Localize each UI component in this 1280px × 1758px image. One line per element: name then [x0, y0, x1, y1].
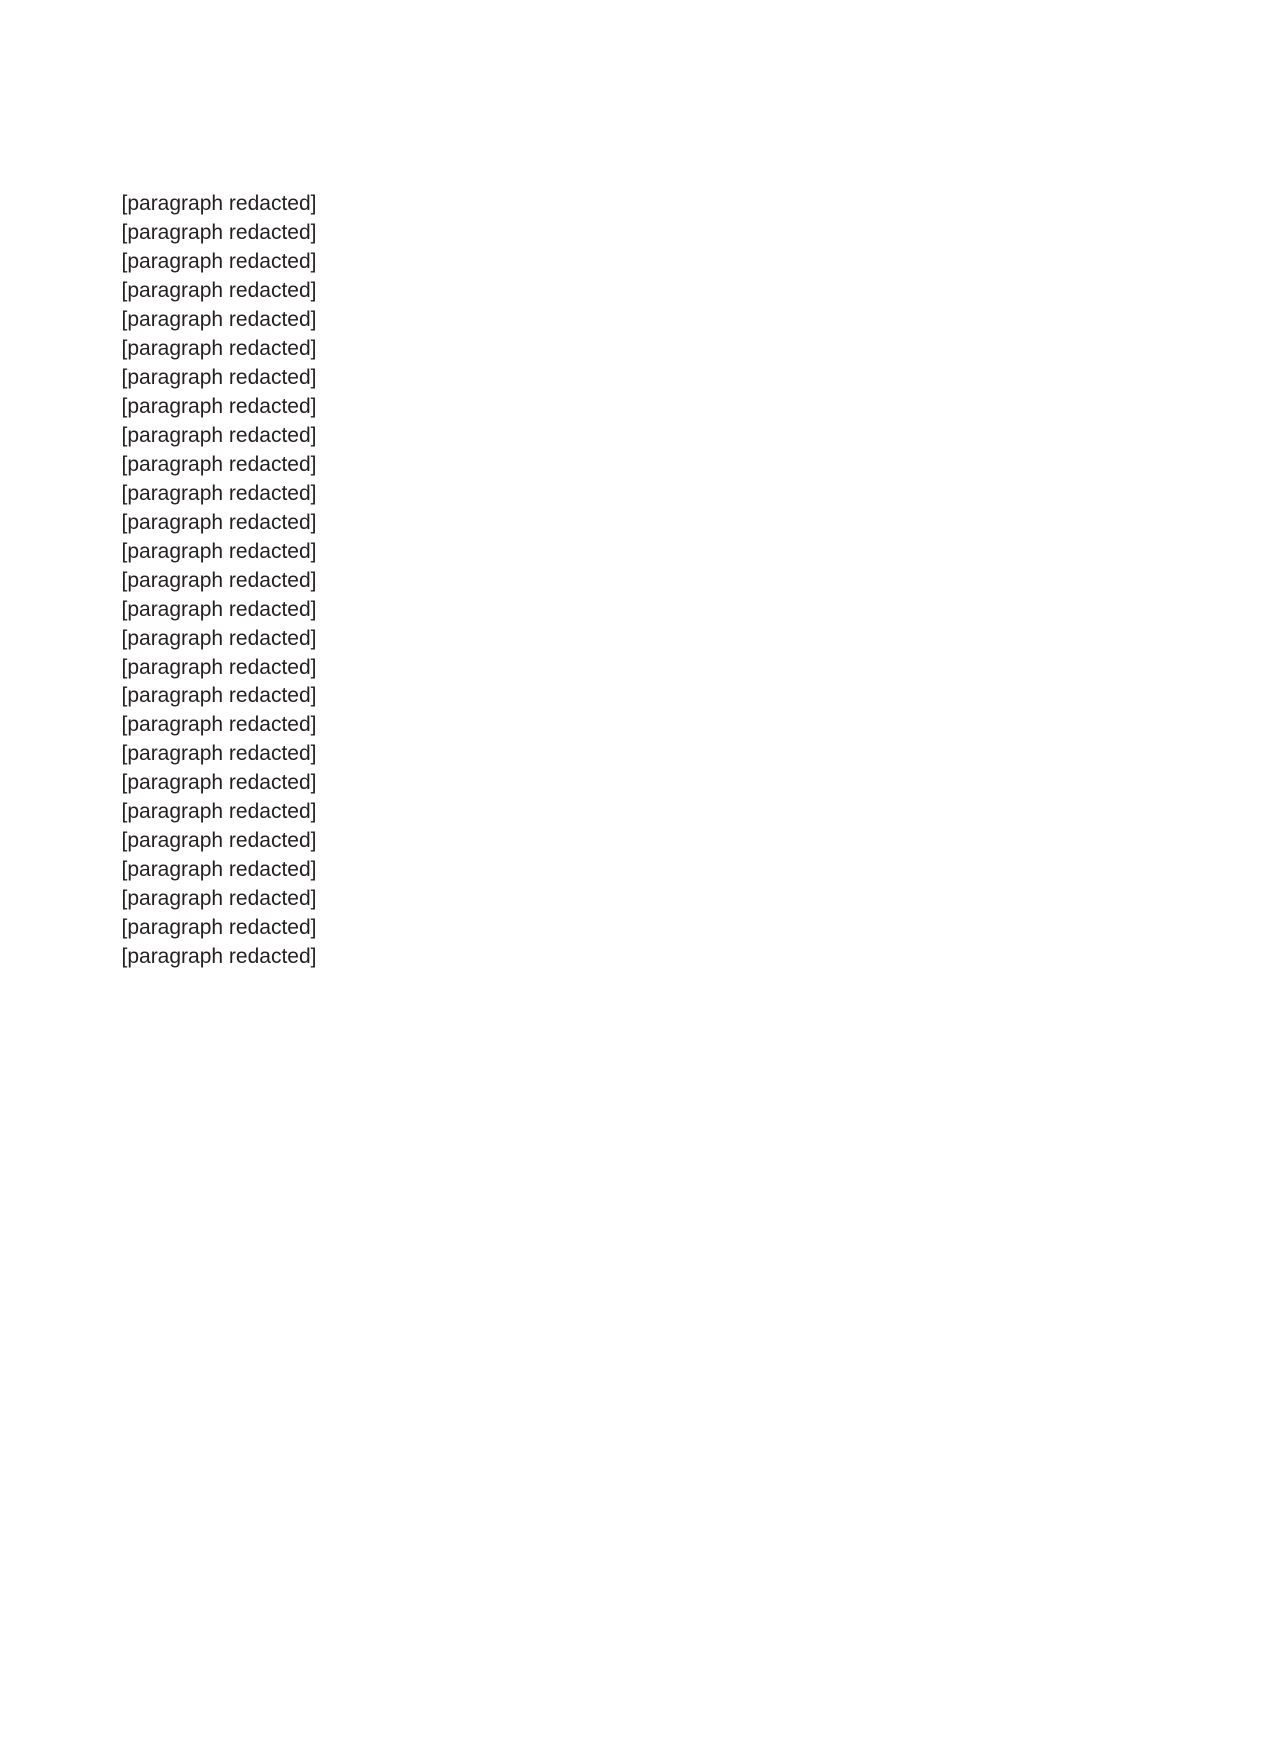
- paragraph: [paragraph redacted]: [121, 452, 317, 476]
- paragraph: [paragraph redacted]: [121, 423, 317, 447]
- paragraph: [paragraph redacted]: [121, 800, 317, 824]
- paragraph: [paragraph redacted]: [121, 858, 317, 882]
- paragraph: [paragraph redacted]: [121, 626, 317, 650]
- paragraph: [paragraph redacted]: [121, 481, 317, 505]
- paragraph: [paragraph redacted]: [121, 336, 317, 360]
- paragraph: [paragraph redacted]: [121, 568, 317, 592]
- paragraph: [paragraph redacted]: [121, 945, 317, 969]
- paragraph: [paragraph redacted]: [121, 278, 317, 302]
- paragraph: [paragraph redacted]: [121, 365, 317, 389]
- paragraph: [paragraph redacted]: [121, 887, 317, 911]
- paragraph: [paragraph redacted]: [121, 510, 317, 534]
- paragraph: [paragraph redacted]: [121, 192, 317, 215]
- paragraph: [paragraph redacted]: [121, 307, 317, 331]
- paragraph: [paragraph redacted]: [121, 684, 317, 708]
- paragraph: [paragraph redacted]: [121, 771, 317, 795]
- paragraph: [paragraph redacted]: [121, 539, 317, 563]
- paragraph: [paragraph redacted]: [121, 829, 317, 853]
- paragraph: [paragraph redacted]: [121, 394, 317, 418]
- paragraph: [paragraph redacted]: [121, 597, 317, 621]
- paragraph: [paragraph redacted]: [121, 249, 317, 273]
- paragraph: [paragraph redacted]: [121, 916, 317, 940]
- body-text: [90, 190, 1190, 972]
- paragraph: [paragraph redacted]: [121, 655, 317, 679]
- paragraph: [paragraph redacted]: [121, 713, 317, 737]
- paragraph: [paragraph redacted]: [121, 220, 317, 244]
- paragraph: [paragraph redacted]: [121, 742, 317, 766]
